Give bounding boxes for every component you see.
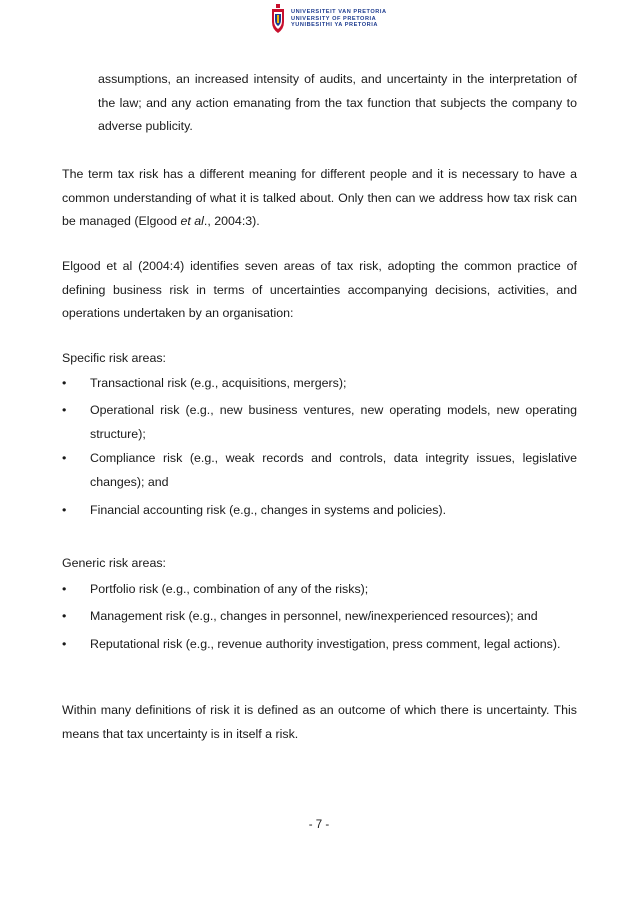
list-item-text: Operational risk (e.g., new business ventures, new operating models, new operating structure); bbox=[90, 403, 577, 441]
university-name-line: UNIVERSITY OF PRETORIA bbox=[291, 15, 377, 22]
bullet-icon: • bbox=[62, 637, 67, 651]
bullet-icon: • bbox=[62, 451, 67, 465]
list-item-text: Management risk (e.g., changes in personnel, new/inexperienced resources); and bbox=[90, 609, 538, 623]
university-crest-icon bbox=[270, 4, 286, 34]
university-logo bbox=[270, 4, 387, 38]
university-name-line: YUNIBESITHI YA PRETORIA bbox=[291, 22, 378, 29]
university-name-line: UNIVERSITEIT VAN PRETORIA bbox=[291, 9, 387, 15]
list-item-text: Portfolio risk (e.g., combination of any of the risks); bbox=[90, 582, 369, 596]
paragraph-uncertainty: Within many definitions of risk it is defined as an outcome of which there is uncertainty. This means that tax uncertainty is in itself a risk. bbox=[62, 703, 577, 741]
university-name bbox=[291, 9, 387, 29]
list-item-text: Transactional risk (e.g., acquisitions, mergers); bbox=[90, 376, 347, 390]
paragraph-italic: et al bbox=[180, 214, 204, 228]
bullet-icon: • bbox=[62, 503, 67, 517]
bullet-icon: • bbox=[62, 582, 67, 596]
bullet-icon: • bbox=[62, 609, 67, 623]
bullet-icon: • bbox=[62, 403, 67, 417]
list-item-text: Reputational risk (e.g., revenue authority investigation, press comment, legal actions). bbox=[90, 637, 561, 651]
continued-quote: assumptions, an increased intensity of audits, and uncertainty in the interpretation of the law; and any action emanating from the tax function that subjects the company to adverse publicity. bbox=[98, 72, 577, 133]
list-item-text: Compliance risk (e.g., weak records and controls, data integrity issues, legislative changes); and bbox=[90, 451, 577, 489]
paragraph-seven-areas: Elgood et al (2004:4) identifies seven areas of tax risk, adopting the common practice of defining business risk in terms of uncertainties accompanying decisions, activities, and operations undertaken by an organisation: bbox=[62, 259, 577, 320]
list-item-text: Financial accounting risk (e.g., changes in systems and policies). bbox=[90, 503, 447, 517]
page-number: - 7 - bbox=[308, 819, 330, 831]
paragraph-text: ., 2004:3). bbox=[203, 214, 260, 228]
specific-risk-heading: Specific risk areas: bbox=[62, 351, 166, 365]
paragraph-text: The term tax risk has a different meaning for different people and it is necessary to have a common understanding of what it is talked about. Only then can we address how tax risk can be managed (Elgood bbox=[62, 167, 577, 228]
paragraph-tax-risk-definition bbox=[62, 163, 577, 234]
generic-risk-heading: Generic risk areas: bbox=[62, 556, 166, 570]
bullet-icon: • bbox=[62, 376, 67, 390]
